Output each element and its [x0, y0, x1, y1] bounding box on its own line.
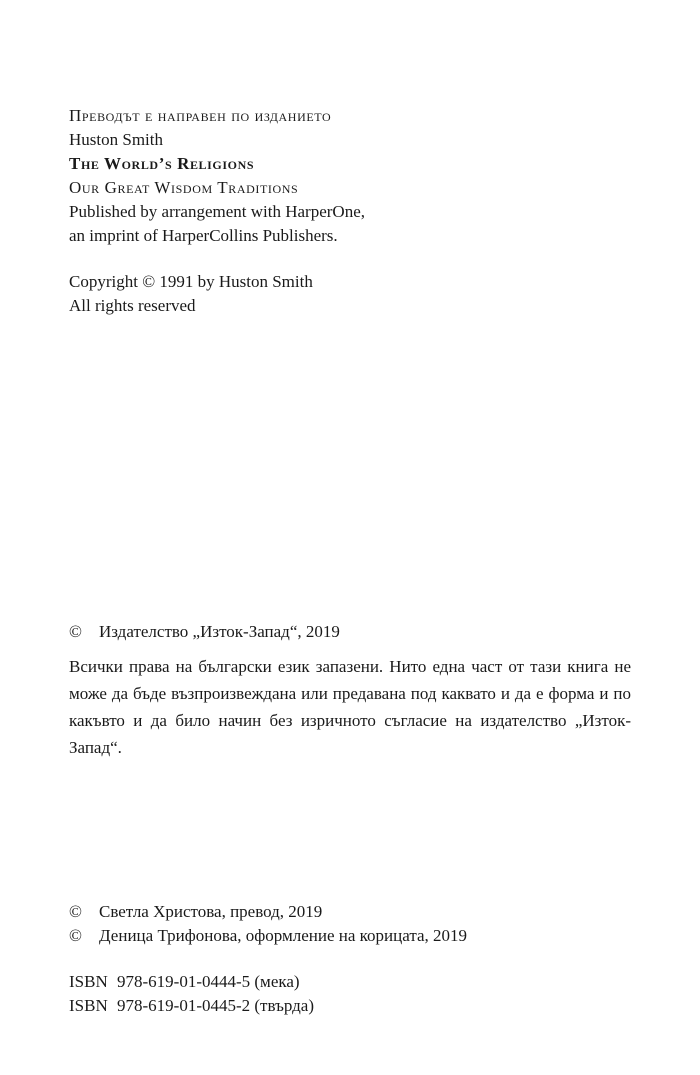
arrangement-line-2: an imprint of HarperCollins Publishers.: [69, 226, 338, 245]
rights-reserved-line: All rights reserved: [69, 296, 196, 315]
arrangement-line-1: Published by arrangement with HarperOne,: [69, 202, 365, 221]
copyright-symbol: ©: [69, 902, 82, 921]
cover-design-credit: Деница Трифонова, оформление на корицата, 2019: [99, 926, 468, 945]
original-subtitle: Our Great Wisdom Traditions: [69, 178, 299, 197]
credit-line: [69, 924, 631, 948]
isbn-label: ISBN: [69, 996, 108, 1015]
publisher-copyright-text: Издателство „Изток-Запад“, 2019: [99, 622, 340, 641]
copyright-symbol: ©: [69, 622, 82, 641]
translator-credit: Светла Христова, превод, 2019: [99, 902, 323, 921]
original-edition-block: [69, 104, 631, 248]
isbn-line: [69, 994, 631, 1018]
credits-block: [69, 900, 631, 948]
original-author: Huston Smith: [69, 130, 163, 149]
isbn-block: [69, 970, 631, 1018]
isbn-paperback: 978-619-01-0444-5 (мека): [117, 972, 300, 991]
original-copyright-block: [69, 270, 631, 318]
credit-line: [69, 900, 631, 924]
copyright-symbol: ©: [69, 926, 82, 945]
copyright-page: [69, 0, 631, 1075]
isbn-label: ISBN: [69, 972, 108, 991]
rights-paragraph: Всички права на български език запазени. Нито една част от тази книга не може да бъде възпроизвеждана или предавана под каквато и да е форма и по какъвто и да било начин без изричното съгласие на издателство „Изток-Запад“.: [69, 657, 631, 757]
translation-source-intro: Преводът е направен по изданието: [69, 106, 332, 125]
original-title: The World’s Religions: [69, 154, 255, 173]
isbn-line: [69, 970, 631, 994]
publisher-copyright: [69, 620, 631, 644]
copyright-line: Copyright © 1991 by Huston Smith: [69, 272, 313, 291]
isbn-hardcover: 978-619-01-0445-2 (твърда): [117, 996, 315, 1015]
